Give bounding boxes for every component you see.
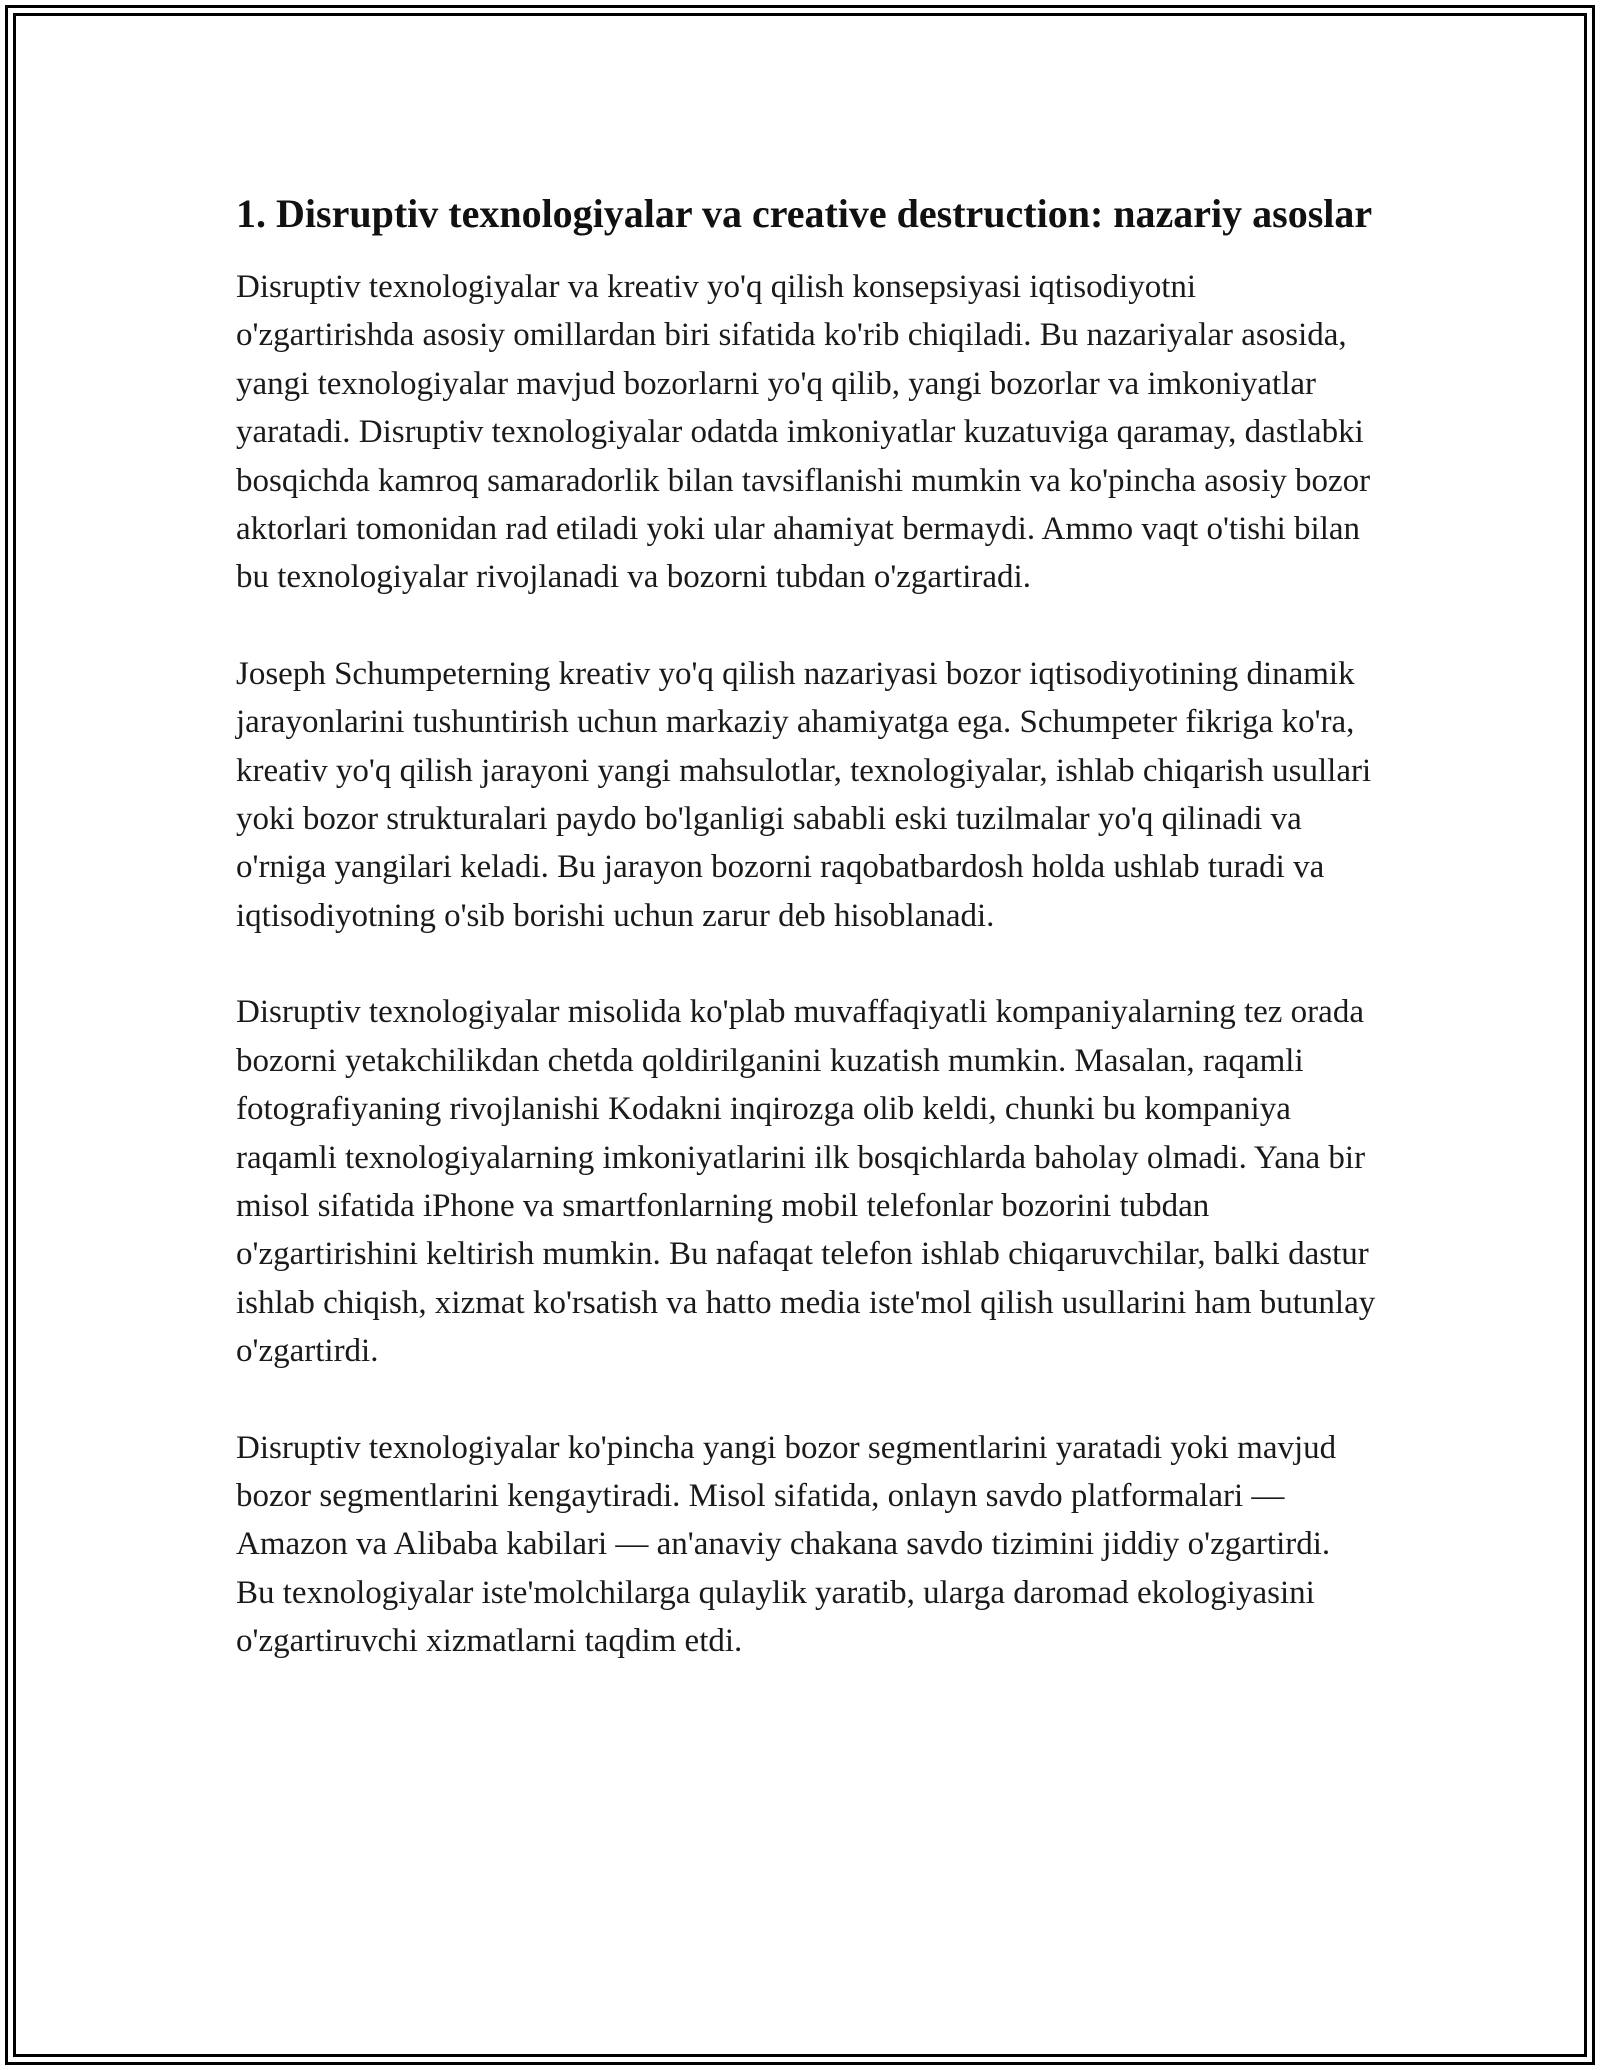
paragraph-4: Disruptiv texnologiyalar ko'pincha yangi bozor segmentlarini yaratadi yoki mavjud bozor segmentlarini kengaytiradi. Misol sifatida, onlayn savdo platformalari — Amazon va Alibaba kabilari — an'anaviy chakana savdo tizimini jiddiy o'zgartirdi. Bu texnologiyalar iste'molchilarga qulaylik yaratib, ularga daromad ekologiyasini o'zgartiruvchi xizmatlarni taqdim etdi. (236, 1429, 1337, 1660)
document-body (236, 186, 1376, 1666)
paragraph-3: Disruptiv texnologiyalar misolida ko'plab muvaffaqiyatli kompaniyalarning tez orada bozorni yetakchilikdan chetda qoldirilganini kuzatish mumkin. Masalan, raqamli fotografiyaning rivojlanishi Kodakni inqirozga olib keldi, chunki bu kompaniya raqamli texnologiyalarning imkoniyatlarini ilk bosqichlarda baholay olmadi. Yana bir misol sifatida iPhone va smartfonlarning mobil telefonlar bozorini tubdan o'zgartirishini keltirish mumkin. Bu nafaqat telefon ishlab chiqaruvchilar, balki dastur ishlab chiqish, xizmat ko'rsatish va hatto media iste'mol qilish usullarini ham butunlay o'zgartirdi. (236, 994, 1376, 1370)
paragraph-2: Joseph Schumpeterning kreativ yo'q qilish nazariyasi bozor iqtisodiyotining dinamik jarayonlarini tushuntirish uchun markaziy ahamiyatga ega. Schumpeter fikriga ko'ra, kreativ yo'q qilish jarayoni yangi mahsulotlar, texnologiyalar, ishlab chiqarish usullari yoki bozor strukturalari paydo bo'lganligi sababli eski tuzilmalar yo'q qilinadi va o'rniga yangilari keladi. Bu jarayon bozorni raqobatbardosh holda ushlab turadi va iqtisodiyotning o'sib borishi uchun zarur deb hisoblanadi. (236, 655, 1372, 934)
paragraph-1: Disruptiv texnologiyalar va kreativ yo'q qilish konsepsiyasi iqtisodiyotni o'zgartirishda asosiy omillardan biri sifatida ko'rib chiqiladi. Bu nazariyalar asosida, yangi texnologiyalar mavjud bozorlarni yo'q qilib, yangi bozorlar va imkoniyatlar yaratadi. Disruptiv texnologiyalar odatda imkoniyatlar kuzatuviga qaramay, dastlabki bosqichda kamroq samaradorlik bilan tavsiflanishi mumkin va ko'pincha asosiy bozor aktorlari tomonidan rad etiladi yoki ular ahamiyat bermaydi. Ammo vaqt o'tishi bilan bu texnologiyalar rivojlanadi va bozorni tubdan o'zgartiradi. (236, 269, 1371, 596)
section-heading: 1. Disruptiv texnologiyalar va creative destruction: nazariy asoslar (236, 191, 1373, 236)
